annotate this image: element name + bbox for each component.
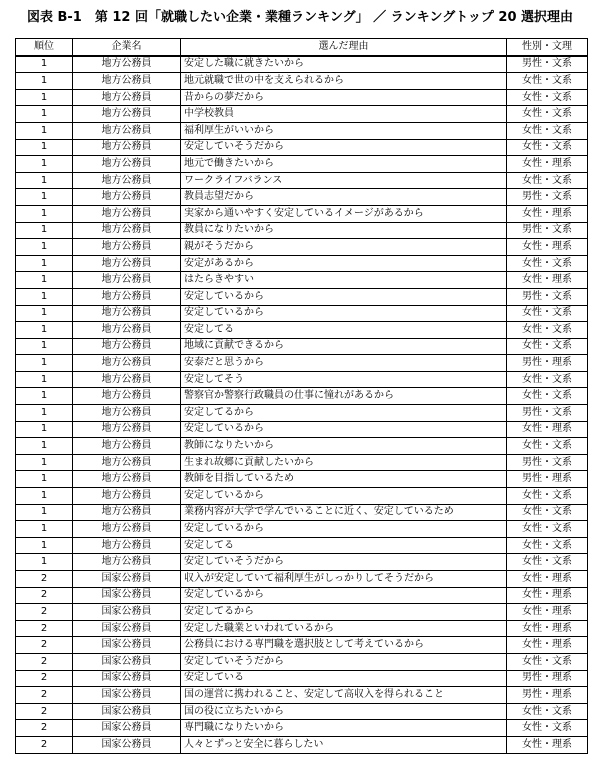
cell-gender-field: 男性・文系 — [507, 405, 588, 422]
table-row — [16, 537, 588, 554]
cell-company: 地方公務員 — [73, 521, 181, 538]
cell-rank: 1 — [16, 106, 73, 123]
table-header-row — [16, 39, 588, 56]
cell-gender-field: 女性・文系 — [507, 371, 588, 388]
cell-company: 地方公務員 — [73, 255, 181, 272]
cell-reason: 人々とずっと安全に暮らしたい — [181, 736, 507, 753]
cell-rank: 1 — [16, 305, 73, 322]
table-row — [16, 73, 588, 90]
cell-gender-field: 女性・文系 — [507, 720, 588, 737]
cell-gender-field: 男性・文系 — [507, 222, 588, 239]
table-row — [16, 587, 588, 604]
cell-reason: 安定している — [181, 670, 507, 687]
cell-reason: 安定しているから — [181, 305, 507, 322]
table-row — [16, 106, 588, 123]
cell-gender-field: 女性・文系 — [507, 504, 588, 521]
cell-rank: 1 — [16, 189, 73, 206]
cell-gender-field: 女性・文系 — [507, 122, 588, 139]
cell-company: 地方公務員 — [73, 421, 181, 438]
cell-gender-field: 女性・理系 — [507, 156, 588, 173]
cell-reason: 教員になりたいから — [181, 222, 507, 239]
cell-gender-field: 女性・理系 — [507, 736, 588, 753]
table-row — [16, 156, 588, 173]
cell-rank: 2 — [16, 670, 73, 687]
cell-company: 国家公務員 — [73, 687, 181, 704]
cell-reason: 福利厚生がいいから — [181, 122, 507, 139]
table-row — [16, 388, 588, 405]
cell-company: 地方公務員 — [73, 288, 181, 305]
cell-rank: 2 — [16, 620, 73, 637]
table-row — [16, 305, 588, 322]
cell-gender-field: 女性・理系 — [507, 637, 588, 654]
cell-company: 地方公務員 — [73, 438, 181, 455]
cell-company: 国家公務員 — [73, 571, 181, 588]
table-row — [16, 288, 588, 305]
cell-reason: 地元で働きたいから — [181, 156, 507, 173]
cell-gender-field: 女性・文系 — [507, 106, 588, 123]
cell-company: 地方公務員 — [73, 488, 181, 505]
cell-rank: 1 — [16, 388, 73, 405]
table-row — [16, 89, 588, 106]
table-row — [16, 670, 588, 687]
cell-company: 地方公務員 — [73, 388, 181, 405]
cell-reason: 昔からの夢だから — [181, 89, 507, 106]
table-row — [16, 554, 588, 571]
cell-gender-field: 女性・理系 — [507, 604, 588, 621]
cell-gender-field: 女性・文系 — [507, 322, 588, 339]
cell-company: 地方公務員 — [73, 139, 181, 156]
table-row — [16, 454, 588, 471]
cell-company: 国家公務員 — [73, 653, 181, 670]
cell-company: 国家公務員 — [73, 604, 181, 621]
table-row — [16, 355, 588, 372]
table-row — [16, 222, 588, 239]
cell-rank: 1 — [16, 205, 73, 222]
cell-company: 地方公務員 — [73, 371, 181, 388]
cell-reason: 地元就職で世の中を支えられるから — [181, 73, 507, 90]
cell-rank: 1 — [16, 89, 73, 106]
cell-rank: 1 — [16, 454, 73, 471]
cell-rank: 2 — [16, 653, 73, 670]
table-row — [16, 504, 588, 521]
cell-company: 地方公務員 — [73, 272, 181, 289]
table-row — [16, 239, 588, 256]
cell-company: 国家公務員 — [73, 587, 181, 604]
table-row — [16, 571, 588, 588]
cell-rank: 2 — [16, 604, 73, 621]
cell-reason: 専門職になりたいから — [181, 720, 507, 737]
table-row — [16, 189, 588, 206]
table-row — [16, 720, 588, 737]
cell-rank: 1 — [16, 122, 73, 139]
table-row — [16, 139, 588, 156]
cell-company: 地方公務員 — [73, 73, 181, 90]
cell-gender-field: 女性・文系 — [507, 338, 588, 355]
table-row — [16, 653, 588, 670]
cell-reason: 安定した職に就きたいから — [181, 56, 507, 73]
table-row — [16, 488, 588, 505]
cell-reason: 安定していそうだから — [181, 554, 507, 571]
cell-gender-field: 男性・理系 — [507, 687, 588, 704]
cell-rank: 1 — [16, 405, 73, 422]
table-row — [16, 122, 588, 139]
cell-company: 地方公務員 — [73, 537, 181, 554]
table-row — [16, 255, 588, 272]
cell-gender-field: 男性・文系 — [507, 189, 588, 206]
table-body — [16, 56, 588, 753]
cell-company: 地方公務員 — [73, 222, 181, 239]
table-row — [16, 703, 588, 720]
cell-gender-field: 女性・文系 — [507, 488, 588, 505]
cell-gender-field: 女性・文系 — [507, 255, 588, 272]
cell-reason: 安定してるから — [181, 405, 507, 422]
cell-reason: 教員志望だから — [181, 189, 507, 206]
cell-rank: 1 — [16, 338, 73, 355]
cell-company: 地方公務員 — [73, 305, 181, 322]
reasons-table — [15, 38, 588, 754]
cell-rank: 1 — [16, 537, 73, 554]
cell-reason: 安定があるから — [181, 255, 507, 272]
cell-rank: 1 — [16, 504, 73, 521]
cell-reason: ワークライフバランス — [181, 172, 507, 189]
cell-rank: 1 — [16, 172, 73, 189]
cell-gender-field: 女性・文系 — [507, 703, 588, 720]
cell-rank: 1 — [16, 288, 73, 305]
cell-company: 国家公務員 — [73, 637, 181, 654]
cell-company: 地方公務員 — [73, 172, 181, 189]
cell-reason: 警察官か警察行政職員の仕事に憧れがあるから — [181, 388, 507, 405]
cell-reason: 業務内容が大学で学んでいることに近く、安定しているため — [181, 504, 507, 521]
cell-reason: 中学校教員 — [181, 106, 507, 123]
cell-reason: 収入が安定していて福利厚生がしっかりしてそうだから — [181, 571, 507, 588]
cell-company: 地方公務員 — [73, 239, 181, 256]
cell-rank: 2 — [16, 637, 73, 654]
cell-reason: 安定してる — [181, 537, 507, 554]
cell-reason: 安定していそうだから — [181, 653, 507, 670]
cell-company: 地方公務員 — [73, 189, 181, 206]
cell-rank: 1 — [16, 272, 73, 289]
cell-company: 地方公務員 — [73, 405, 181, 422]
cell-company: 地方公務員 — [73, 322, 181, 339]
cell-company: 地方公務員 — [73, 56, 181, 73]
cell-gender-field: 女性・理系 — [507, 620, 588, 637]
cell-gender-field: 女性・文系 — [507, 388, 588, 405]
cell-gender-field: 女性・理系 — [507, 205, 588, 222]
cell-rank: 1 — [16, 438, 73, 455]
table-row — [16, 272, 588, 289]
cell-gender-field: 女性・理系 — [507, 587, 588, 604]
cell-rank: 1 — [16, 421, 73, 438]
table-row — [16, 371, 588, 388]
cell-gender-field: 男性・理系 — [507, 355, 588, 372]
header-rank: 順位 — [16, 39, 73, 56]
cell-company: 国家公務員 — [73, 620, 181, 637]
table-row — [16, 637, 588, 654]
cell-rank: 1 — [16, 255, 73, 272]
cell-reason: 実家から通いやすく安定しているイメージがあるから — [181, 205, 507, 222]
cell-reason: 安定しているから — [181, 488, 507, 505]
cell-rank: 1 — [16, 73, 73, 90]
cell-company: 地方公務員 — [73, 454, 181, 471]
cell-rank: 1 — [16, 322, 73, 339]
cell-rank: 2 — [16, 687, 73, 704]
table-row — [16, 56, 588, 73]
cell-company: 地方公務員 — [73, 106, 181, 123]
cell-gender-field: 女性・文系 — [507, 537, 588, 554]
cell-company: 地方公務員 — [73, 355, 181, 372]
cell-gender-field: 女性・理系 — [507, 272, 588, 289]
table-row — [16, 172, 588, 189]
cell-rank: 1 — [16, 355, 73, 372]
cell-gender-field: 女性・理系 — [507, 239, 588, 256]
cell-gender-field: 女性・文系 — [507, 89, 588, 106]
cell-gender-field: 男性・文系 — [507, 288, 588, 305]
cell-gender-field: 男性・文系 — [507, 454, 588, 471]
cell-rank: 1 — [16, 371, 73, 388]
cell-company: 国家公務員 — [73, 703, 181, 720]
cell-gender-field: 女性・文系 — [507, 139, 588, 156]
cell-gender-field: 女性・文系 — [507, 521, 588, 538]
cell-reason: はたらきやすい — [181, 272, 507, 289]
cell-reason: 安定してる — [181, 322, 507, 339]
cell-gender-field: 女性・理系 — [507, 421, 588, 438]
cell-reason: 安定した職業といわれているから — [181, 620, 507, 637]
table-row — [16, 405, 588, 422]
cell-gender-field: 女性・文系 — [507, 73, 588, 90]
header-company: 企業名 — [73, 39, 181, 56]
cell-company: 地方公務員 — [73, 156, 181, 173]
cell-rank: 1 — [16, 222, 73, 239]
cell-rank: 1 — [16, 156, 73, 173]
cell-gender-field: 女性・理系 — [507, 571, 588, 588]
page-title: 図表 B-1 第 12 回「就職したい企業・業種ランキング」 ／ ランキングトップ 20 選択理由 — [26, 10, 574, 25]
cell-gender-field: 女性・文系 — [507, 554, 588, 571]
cell-rank: 2 — [16, 736, 73, 753]
table-row — [16, 471, 588, 488]
cell-reason: 国の運営に携われること、安定して高収入を得られること — [181, 687, 507, 704]
cell-rank: 1 — [16, 471, 73, 488]
cell-gender-field: 男性・理系 — [507, 670, 588, 687]
cell-reason: 安定しているから — [181, 288, 507, 305]
cell-reason: 生まれ故郷に貢献したいから — [181, 454, 507, 471]
cell-rank: 1 — [16, 56, 73, 73]
cell-reason: 安定していそうだから — [181, 139, 507, 156]
table-row — [16, 205, 588, 222]
cell-gender-field: 女性・文系 — [507, 305, 588, 322]
cell-rank: 1 — [16, 554, 73, 571]
cell-rank: 2 — [16, 587, 73, 604]
cell-reason: 安定しているから — [181, 587, 507, 604]
cell-reason: 安定してそう — [181, 371, 507, 388]
cell-reason: 親がそうだから — [181, 239, 507, 256]
cell-rank: 1 — [16, 488, 73, 505]
cell-reason: 公務員における専門職を選択肢として考えているから — [181, 637, 507, 654]
cell-rank: 1 — [16, 521, 73, 538]
cell-rank: 2 — [16, 720, 73, 737]
cell-rank: 1 — [16, 139, 73, 156]
table-row — [16, 421, 588, 438]
cell-company: 地方公務員 — [73, 554, 181, 571]
cell-gender-field: 男性・理系 — [507, 471, 588, 488]
table-row — [16, 438, 588, 455]
cell-company: 地方公務員 — [73, 122, 181, 139]
cell-rank: 2 — [16, 703, 73, 720]
cell-reason: 地域に貢献できるから — [181, 338, 507, 355]
table-row — [16, 521, 588, 538]
cell-rank: 2 — [16, 571, 73, 588]
table-row — [16, 604, 588, 621]
table-row — [16, 322, 588, 339]
cell-reason: 安定しているから — [181, 521, 507, 538]
table-row — [16, 736, 588, 753]
cell-reason: 国の役に立ちたいから — [181, 703, 507, 720]
cell-rank: 1 — [16, 239, 73, 256]
cell-gender-field: 女性・文系 — [507, 172, 588, 189]
cell-reason: 安泰だと思うから — [181, 355, 507, 372]
cell-company: 国家公務員 — [73, 736, 181, 753]
cell-reason: 安定しているから — [181, 421, 507, 438]
table-row — [16, 687, 588, 704]
cell-company: 地方公務員 — [73, 89, 181, 106]
table-row — [16, 338, 588, 355]
header-reason: 選んだ理由 — [181, 39, 507, 56]
header-gender-field: 性別・文理 — [507, 39, 588, 56]
cell-company: 地方公務員 — [73, 471, 181, 488]
cell-company: 地方公務員 — [73, 338, 181, 355]
cell-gender-field: 女性・文系 — [507, 438, 588, 455]
table-row — [16, 620, 588, 637]
cell-gender-field: 女性・文系 — [507, 653, 588, 670]
cell-reason: 教師を目指しているため — [181, 471, 507, 488]
cell-gender-field: 男性・文系 — [507, 56, 588, 73]
cell-company: 地方公務員 — [73, 504, 181, 521]
cell-reason: 安定してるから — [181, 604, 507, 621]
cell-company: 国家公務員 — [73, 670, 181, 687]
cell-reason: 教師になりたいから — [181, 438, 507, 455]
cell-company: 地方公務員 — [73, 205, 181, 222]
cell-company: 国家公務員 — [73, 720, 181, 737]
